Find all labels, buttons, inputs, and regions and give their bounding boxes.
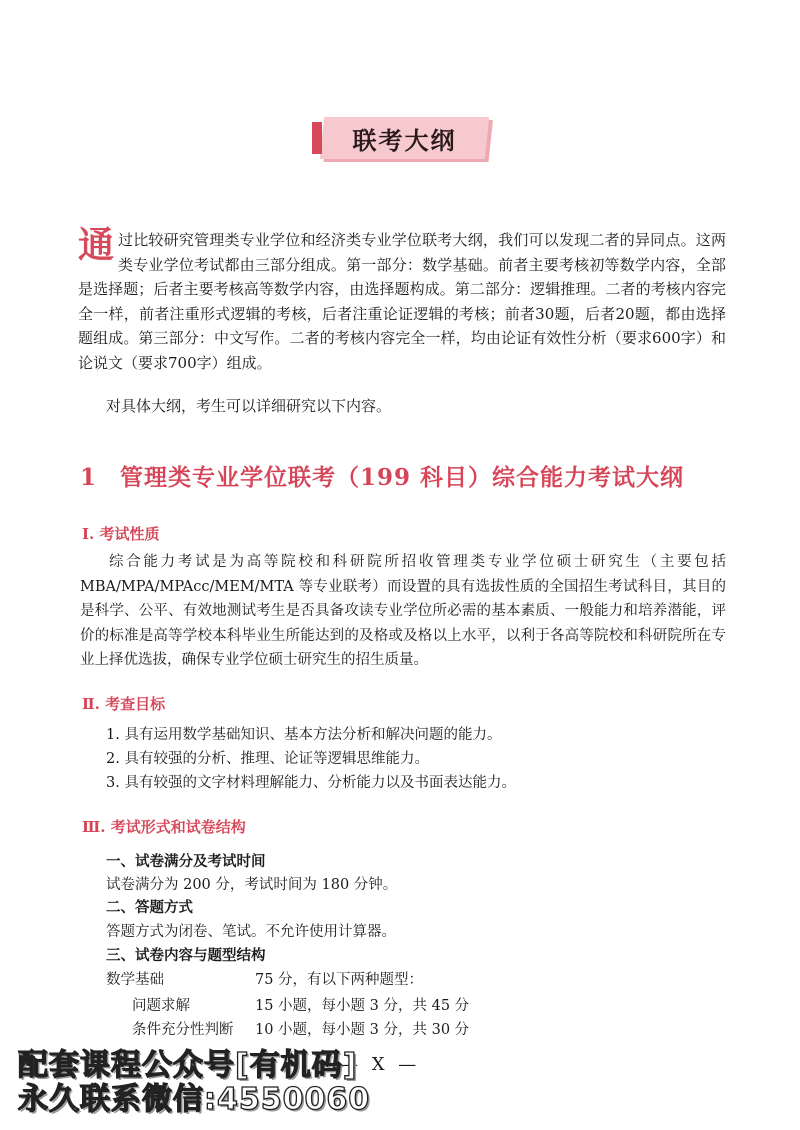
objective-item: 1. 具有运用数学基础知识、基本方法分析和解决问题的能力。 — [106, 727, 502, 743]
structure-value: 15 小题，每小题 3 分，共 45 分 — [255, 998, 470, 1014]
watermark-line-1: 配套课程公众号[有机码] — [18, 1048, 358, 1083]
part3-heading: Ⅲ. 考试形式和试卷结构 — [82, 818, 246, 836]
sub2-title: 二、答题方式 — [106, 900, 193, 916]
structure-label: 问题求解 — [132, 998, 190, 1014]
sub2-text: 答题方式为闭卷、笔试。不允许使用计算器。 — [106, 924, 396, 940]
sub3-title: 三、试卷内容与题型结构 — [106, 948, 266, 964]
title-accent-bar — [312, 122, 322, 154]
structure-value: 75 分，有以下两种题型： — [255, 972, 424, 988]
drop-cap: 通 — [78, 224, 115, 266]
structure-label: 条件充分性判断 — [132, 1022, 234, 1038]
page-title: 联考大纲 — [352, 126, 457, 155]
page-number: — X — — [340, 1054, 421, 1075]
section-number: 1 — [80, 464, 98, 491]
watermark-line-2: 永久联系微信:4550060 — [18, 1082, 371, 1117]
sub1-text: 试卷满分为 200 分，考试时间为 180 分钟。 — [106, 877, 398, 893]
intro-paragraph-2: 对具体大纲，考生可以详细研究以下内容。 — [106, 397, 392, 415]
intro-text: 过比较研究管理类专业学位和经济类专业学位联考大纲，我们可以发现二者的异同点。这两类专业学位考试都由三部分组成。第一部分：数学基础。前者主要考核初等数学内容，全部是选择题；后者主要考核高等数学内容，由选择题构成。第二部分：逻辑推理。二者的考核内容完全一样，前者注重形式逻辑的考核，后者注重论证逻辑的考核；前者30题，后者20题，都由选择题组成。第三部分：中文写作。二者的考核内容完全一样，均由论证有效性分析（要求600字）和论说文（要求700字）组成。 — [78, 231, 726, 372]
structure-label: 数学基础 — [106, 972, 164, 988]
section-title: 管理类专业学位联考（199 科目）综合能力考试大纲 — [120, 464, 685, 491]
part1-heading: Ⅰ. 考试性质 — [82, 525, 160, 543]
part1-paragraph: 综合能力考试是为高等院校和科研院所招收管理类专业学位硕士研究生（主要包括 MBA/MPA/MPAcc/MEM/MTA 等专业联考）而设置的具有选拔性质的全国招生考试科目，其目的是科学、公平、有效地测试考生是否具备攻读专业学位所必需的基本素质、一般能力和培养潜能，评价的标准是高等学校本科毕业生所能达到的及格或及格以上水平，以利于各高等院校和科研院所在专业上择优选拔，确保专业学位硕士研究生的招生质量。 — [80, 554, 726, 668]
intro-paragraph — [78, 224, 726, 375]
objective-item: 2. 具有较强的分析、推理、论证等逻辑思维能力。 — [106, 751, 429, 767]
section-heading — [80, 459, 740, 492]
structure-value: 10 小题，每小题 3 分，共 30 分 — [255, 1022, 470, 1038]
sub1-title: 一、试卷满分及考试时间 — [106, 854, 266, 870]
part2-heading: Ⅱ. 考查目标 — [82, 695, 166, 713]
objective-item: 3. 具有较强的文字材料理解能力、分析能力以及书面表达能力。 — [106, 775, 516, 791]
